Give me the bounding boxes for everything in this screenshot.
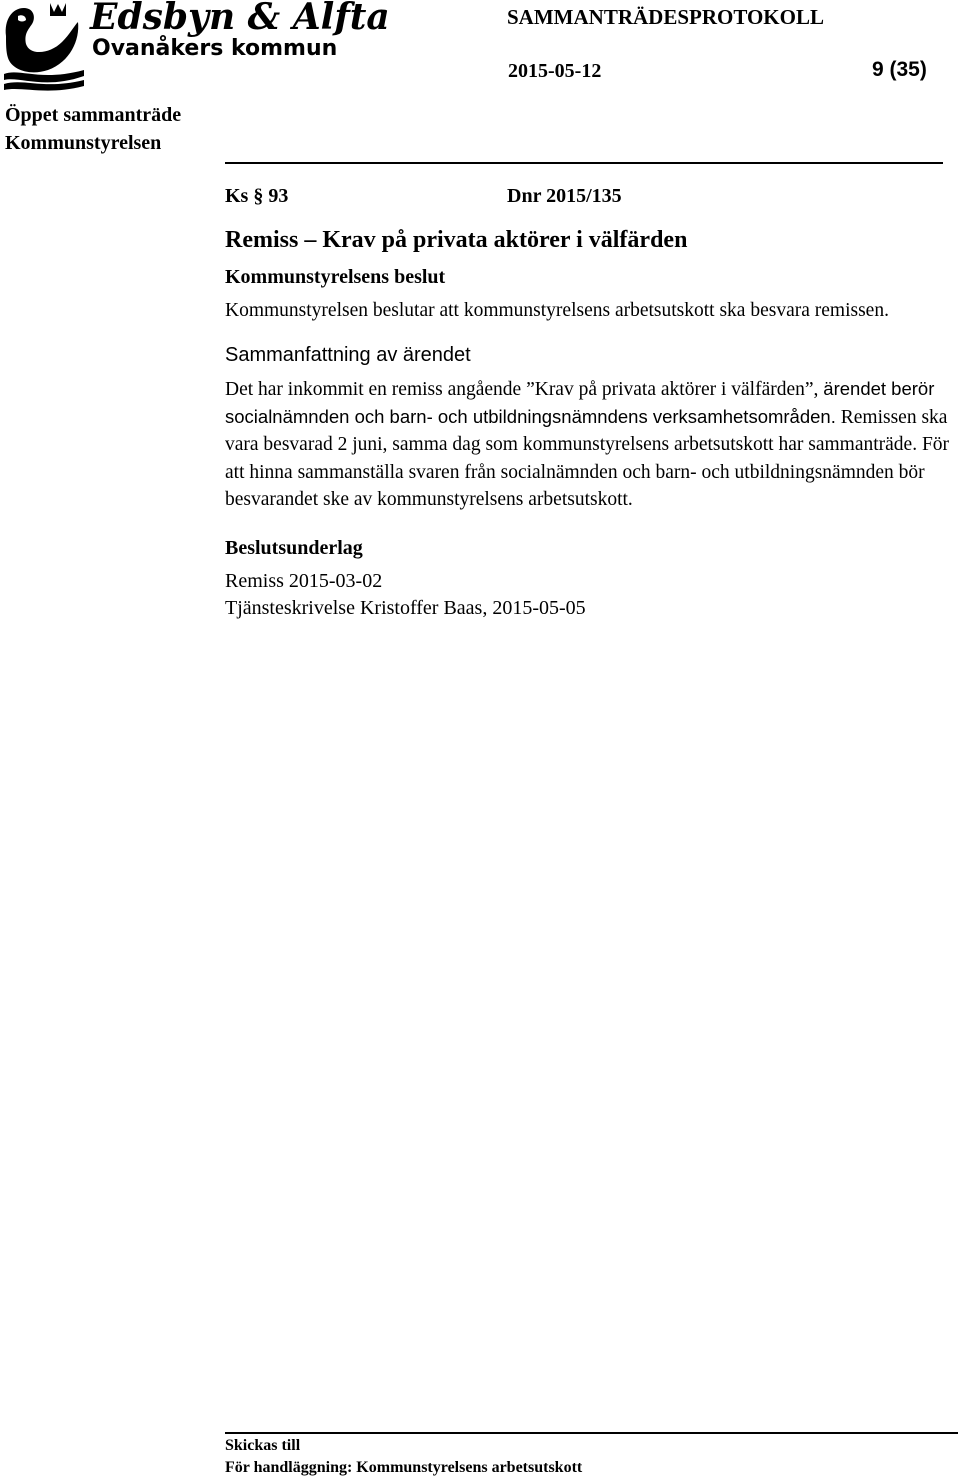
meeting-type: Öppet sammanträde [5, 104, 182, 126]
summary-part-1: Det har inkommit en remiss angående ”Krav på privata aktörer i välfärden”, [225, 379, 819, 400]
meeting-date: 2015-05-12 [508, 60, 602, 82]
case-reference [225, 185, 955, 215]
sent-to-label: Skickas till [225, 1437, 301, 1454]
board-name: Kommunstyrelsen [5, 132, 162, 154]
footer-divider [225, 1432, 958, 1434]
logo-title: Edsbyn & Alfta [90, 0, 390, 38]
basis-item: Tjänsteskrivelse Kristoffer Baas, 2015-05-05 [225, 597, 586, 620]
header-divider [225, 162, 943, 164]
decision-text: Kommunstyrelsen beslutar att kommunstyrelsens arbetsutskott ska besvara remissen. [225, 300, 889, 321]
basis-list [225, 568, 955, 622]
action-recipient: För handläggning: Kommunstyrelsens arbetsutskott [225, 1459, 583, 1476]
swan-emblem-icon [0, 0, 86, 92]
document-type: SAMMANTRÄDESPROTOKOLL [507, 5, 824, 29]
summary-part-3: Remissen ska vara besvarad 2 juni, samma dag som kommunstyrelsens arbetsutskott har sammanträde. För att hinna sammanställa svaren från socialnämnden och barn- och utbildningsnämnden bör besvarandet ske av kommunstyrelsens arbetsutskott. [225, 407, 950, 510]
case-body [225, 185, 955, 622]
basis-item: Remiss 2015-03-02 [225, 570, 383, 593]
summary-text [225, 375, 955, 513]
summary-part-2: ärendet berör socialnämnden och barn- och utbildningsnämndens verksamhetsområden. [225, 378, 935, 428]
diary-number: Dnr 2015/135 [507, 185, 622, 207]
case-number: Ks § 93 [225, 185, 289, 207]
basis-heading: Beslutsunderlag [225, 537, 363, 560]
summary-heading: Sammanfattning av ärendet [225, 344, 471, 366]
page-number: 9 (35) [872, 58, 927, 81]
case-title: Remiss – Krav på privata aktörer i välfärden [225, 227, 688, 253]
logo-subtitle: Ovanåkers kommun [92, 36, 338, 61]
municipality-logo [0, 0, 390, 92]
decision-heading: Kommunstyrelsens beslut [225, 266, 446, 288]
